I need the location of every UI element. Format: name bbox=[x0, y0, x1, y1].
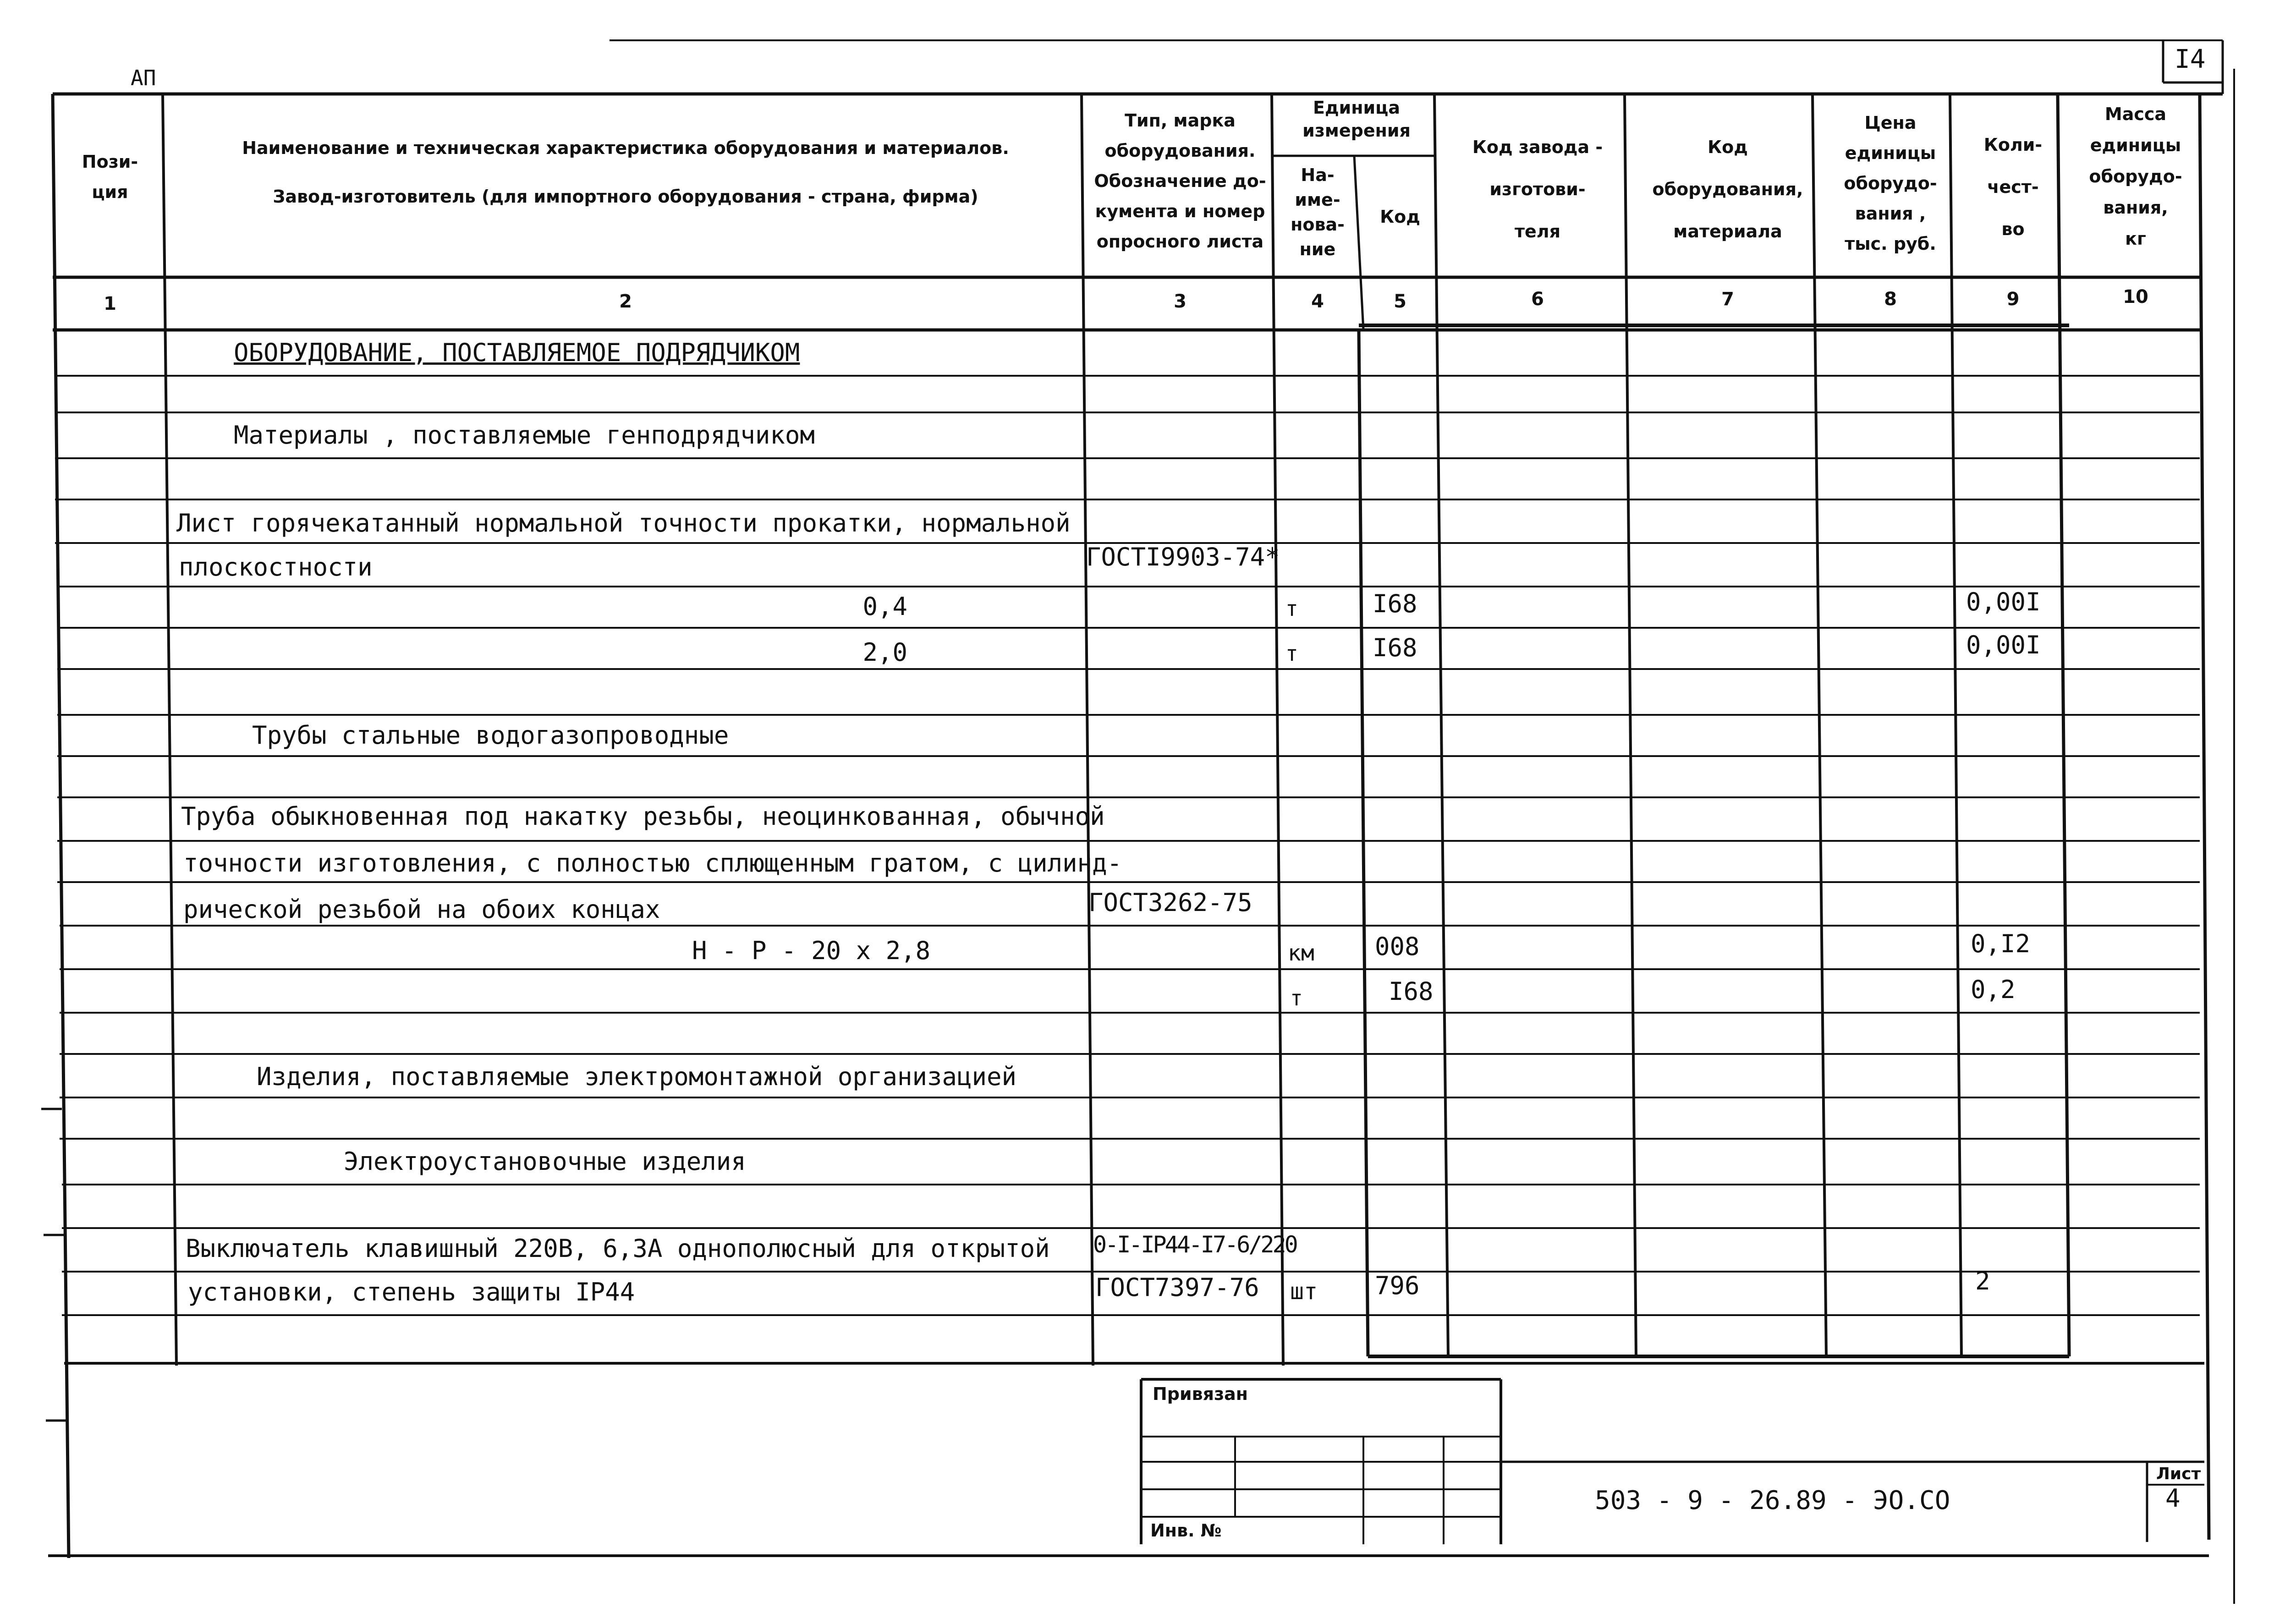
sheet-description-line2: плоскостности bbox=[179, 553, 373, 582]
header-factory-line3: теля bbox=[1514, 221, 1561, 241]
header-quantity-line1: Коли- bbox=[1983, 135, 2043, 155]
pipe-code-2: I68 bbox=[1389, 977, 1434, 1006]
pipe-unit-1: км bbox=[1288, 940, 1314, 966]
pipe-description-line3: рической резьбой на обоих концах bbox=[183, 895, 660, 924]
header-equipment-line2: оборудования, bbox=[1652, 179, 1803, 199]
header-position-line2: ция bbox=[92, 182, 128, 202]
header-unit-name-line4: ние bbox=[1299, 239, 1336, 259]
header-name bbox=[170, 133, 1082, 212]
header-unit-code: Код bbox=[1380, 207, 1420, 227]
header-position-line1: Пози- bbox=[82, 152, 138, 172]
section-title: ОБОРУДОВАНИЕ, ПОСТАВЛЯЕМОЕ ПОДРЯДЧИКОМ bbox=[234, 338, 800, 367]
switch-qty: 2 bbox=[1975, 1267, 1990, 1295]
switch-description-line2: установки, степень защиты IP44 bbox=[188, 1278, 635, 1306]
header-type-line3: Обозначение до- bbox=[1094, 171, 1266, 191]
header-mass bbox=[2069, 99, 2202, 254]
header-type-line5: опросного листа bbox=[1096, 231, 1264, 252]
header-name-line1: Наименование и техническая характеристика оборудования и материалов. bbox=[242, 138, 1009, 158]
sheet-marker: АП bbox=[131, 66, 156, 90]
header-mass-line1: Масса bbox=[2104, 104, 2167, 124]
header-price-line1: Цена bbox=[1864, 113, 1917, 133]
pipe-size: Н - Р - 20 х 2,8 bbox=[692, 936, 931, 965]
sheet-size-2: 2,0 bbox=[862, 638, 907, 667]
column-number-9: 9 bbox=[2006, 289, 2020, 310]
sheet-size-2-unit: т bbox=[1285, 641, 1298, 666]
pipe-description-line2: точности изготовления, с полностью сплющенным гратом, с цилинд- bbox=[183, 849, 1122, 878]
switch-doc-1: 0-I-IP44-I7-6/220 bbox=[1093, 1231, 1296, 1258]
header-factory-line2: изготови- bbox=[1489, 179, 1586, 199]
header-quantity-line3: во bbox=[2001, 219, 2025, 239]
header-name-line2: Завод-изготовитель (для импортного оборудования - страна, фирма) bbox=[273, 187, 978, 207]
column-number-5: 5 bbox=[1394, 291, 1406, 312]
materials-heading: Материалы , поставляемые генподрядчиком bbox=[234, 421, 815, 450]
bound-label: Привязан bbox=[1153, 1384, 1248, 1404]
column-number-10: 10 bbox=[2123, 286, 2148, 307]
sheet-size-1: 0,4 bbox=[862, 592, 907, 621]
sheet-size-2-code: I68 bbox=[1373, 633, 1417, 662]
document-code: 503 - 9 - 26.89 - ЭО.СО bbox=[1595, 1486, 1950, 1515]
header-mass-line3: оборудо- bbox=[2089, 166, 2182, 187]
header-unit-line2: измерения bbox=[1302, 121, 1411, 141]
pipe-description-line1: Труба обыкновенная под накатку резьбы, неоцинкованная, обычной bbox=[181, 802, 1105, 831]
column-number-2: 2 bbox=[619, 291, 632, 312]
pipe-doc: ГОСТ3262-75 bbox=[1088, 888, 1252, 917]
sheet-size-2-qty: 0,00I bbox=[1966, 631, 2041, 659]
sheet-size-1-code: I68 bbox=[1373, 589, 1417, 618]
products-heading: Изделия, поставляемые электромонтажной организацией bbox=[257, 1062, 1017, 1091]
pipes-heading: Трубы стальные водогазопроводные bbox=[252, 721, 729, 750]
switch-description-line1: Выключатель клавишный 220В, 6,3А однополюсный для открытой bbox=[186, 1234, 1050, 1263]
header-factory-line1: Код завода - bbox=[1472, 137, 1603, 157]
electrical-heading: Электроустановочные изделия bbox=[344, 1147, 746, 1176]
column-number-1: 1 bbox=[104, 293, 116, 314]
column-number-4: 4 bbox=[1311, 291, 1324, 312]
header-mass-line5: кг bbox=[2125, 229, 2146, 249]
switch-doc-2: ГОСТ7397-76 bbox=[1095, 1273, 1259, 1302]
switch-unit: шт bbox=[1290, 1278, 1318, 1305]
header-price-line2: единицы bbox=[1845, 143, 1936, 163]
header-price-line5: тыс. руб. bbox=[1845, 234, 1936, 254]
header-unit-name bbox=[1276, 163, 1359, 262]
sheet-size-1-qty: 0,00I bbox=[1966, 587, 2041, 616]
pipe-qty-1: 0,I2 bbox=[1971, 929, 2031, 958]
sheet-label: Лист bbox=[2156, 1465, 2201, 1483]
header-equipment-code bbox=[1636, 126, 1819, 252]
sheet-size-1-unit: т bbox=[1285, 596, 1298, 621]
sheet-number: 4 bbox=[2165, 1484, 2181, 1513]
switch-code: 796 bbox=[1375, 1271, 1420, 1300]
header-type-line2: оборудования. bbox=[1104, 141, 1256, 161]
column-number-6: 6 bbox=[1531, 289, 1544, 310]
header-unit-name-line1: На- bbox=[1301, 165, 1335, 185]
header-unit-line1: Единица bbox=[1313, 98, 1400, 118]
header-type-line1: Тип, марка bbox=[1125, 110, 1236, 131]
header-position bbox=[55, 147, 165, 207]
header-mass-line2: единицы bbox=[2090, 135, 2181, 155]
column-number-3: 3 bbox=[1174, 291, 1186, 312]
header-price-line4: вания , bbox=[1855, 203, 1926, 224]
header-type-line4: кумента и номер bbox=[1095, 201, 1265, 221]
header-unit-group bbox=[1276, 96, 1437, 142]
header-factory-code bbox=[1448, 126, 1627, 252]
header-quantity bbox=[1961, 124, 2065, 250]
header-unit-name-line2: име- bbox=[1295, 190, 1340, 210]
header-price-line3: оборудо- bbox=[1844, 173, 1937, 193]
inventory-label: Инв. № bbox=[1150, 1520, 1222, 1541]
header-type bbox=[1086, 105, 1274, 257]
sheet-doc: ГОСТI9903-74* bbox=[1086, 543, 1280, 571]
header-mass-line4: вания, bbox=[2103, 198, 2168, 218]
column-number-7: 7 bbox=[1721, 289, 1734, 310]
column-number-8: 8 bbox=[1884, 289, 1897, 310]
header-equipment-line1: Код bbox=[1708, 137, 1748, 157]
pipe-unit-2: т bbox=[1290, 986, 1303, 1010]
header-quantity-line2: чест- bbox=[1987, 177, 2039, 197]
header-price bbox=[1826, 108, 1955, 259]
sheet-page-number: I4 bbox=[2175, 44, 2206, 74]
sheet-description-line1: Лист горячекатанный нормальной точности прокатки, нормальной bbox=[176, 509, 1071, 538]
pipe-qty-2: 0,2 bbox=[1971, 975, 2016, 1004]
pipe-code-1: 008 bbox=[1375, 932, 1420, 961]
header-equipment-line3: материала bbox=[1673, 221, 1782, 241]
header-unit-name-line3: нова- bbox=[1291, 214, 1345, 235]
